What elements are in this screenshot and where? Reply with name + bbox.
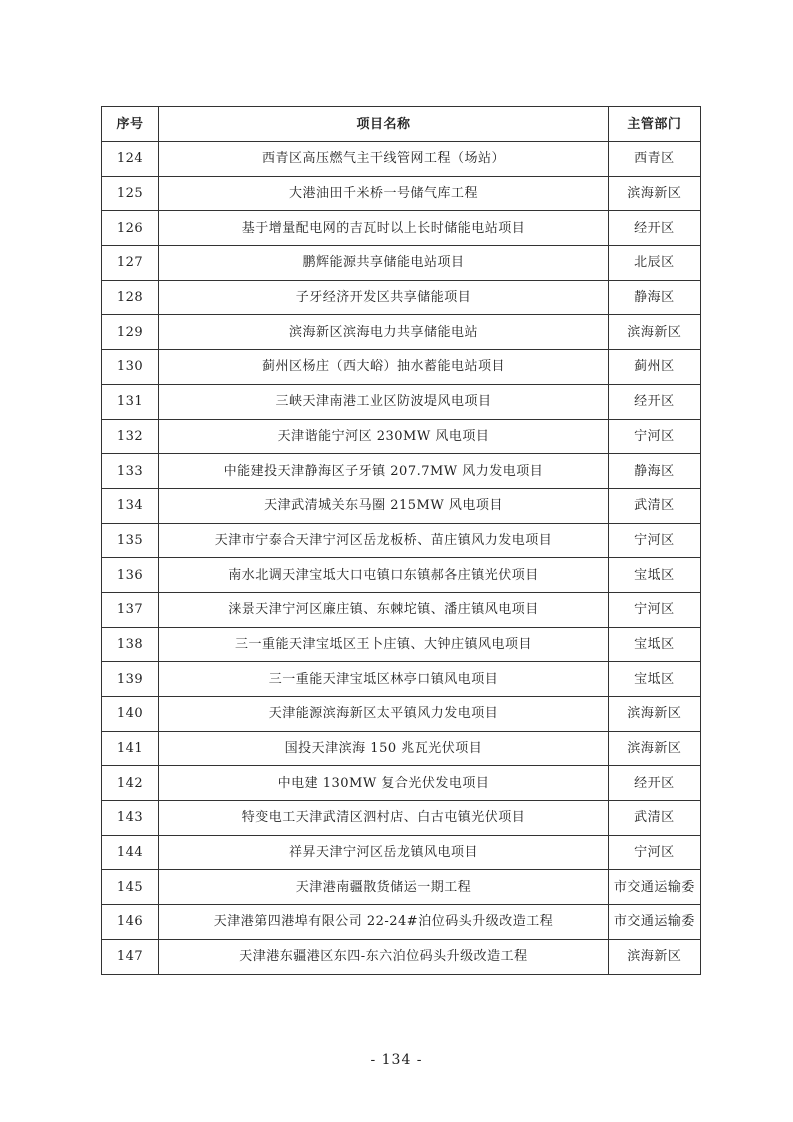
table-row <box>102 384 701 419</box>
row-project-name-cell: 中电建 130MW 复合光伏发电项目 <box>159 766 609 801</box>
page-number: - 134 - <box>370 1052 423 1068</box>
row-project-name-cell: 三一重能天津宝坻区王卜庄镇、大钟庄镇风电项目 <box>159 627 609 662</box>
table-row <box>102 592 701 627</box>
row-project-name-cell: 南水北调天津宝坻大口屯镇口东镇郝各庄镇光伏项目 <box>159 558 609 593</box>
row-department-cell: 宝坻区 <box>608 627 700 662</box>
row-project-name-cell: 鹏辉能源共享储能电站项目 <box>159 246 609 281</box>
row-department-cell: 滨海新区 <box>608 176 700 211</box>
row-department-cell: 宝坻区 <box>608 558 700 593</box>
row-number-cell: 139 <box>102 662 159 697</box>
row-department-cell: 宁河区 <box>608 523 700 558</box>
row-number-cell: 142 <box>102 766 159 801</box>
row-project-name-cell: 蓟州区杨庄（西大峪）抽水蓄能电站项目 <box>159 350 609 385</box>
table-row <box>102 558 701 593</box>
table-row <box>102 211 701 246</box>
row-number-cell: 144 <box>102 835 159 870</box>
table-row <box>102 246 701 281</box>
row-number-cell: 140 <box>102 697 159 732</box>
row-project-name-cell: 基于增量配电网的吉瓦时以上长时储能电站项目 <box>159 211 609 246</box>
table-row <box>102 315 701 350</box>
row-department-cell: 北辰区 <box>608 246 700 281</box>
row-project-name-cell: 中能建投天津静海区子牙镇 207.7MW 风力发电项目 <box>159 454 609 489</box>
table-row <box>102 523 701 558</box>
row-department-cell: 宁河区 <box>608 419 700 454</box>
table-row <box>102 731 701 766</box>
row-project-name-cell: 天津港第四港埠有限公司 22-24#泊位码头升级改造工程 <box>159 905 609 940</box>
row-number-cell: 131 <box>102 384 159 419</box>
table-row <box>102 905 701 940</box>
row-number-cell: 124 <box>102 142 159 177</box>
table-row <box>102 662 701 697</box>
row-project-name-cell: 涞景天津宁河区廉庄镇、东棘坨镇、潘庄镇风电项目 <box>159 592 609 627</box>
row-project-name-cell: 滨海新区滨海电力共享储能电站 <box>159 315 609 350</box>
row-department-cell: 滨海新区 <box>608 731 700 766</box>
row-project-name-cell: 天津武清城关东马圈 215MW 风电项目 <box>159 488 609 523</box>
row-department-cell: 市交通运输委 <box>608 870 700 905</box>
row-project-name-cell: 国投天津滨海 150 兆瓦光伏项目 <box>159 731 609 766</box>
row-project-name-cell: 三一重能天津宝坻区林亭口镇风电项目 <box>159 662 609 697</box>
table-row <box>102 939 701 974</box>
row-number-cell: 146 <box>102 905 159 940</box>
row-department-cell: 滨海新区 <box>608 315 700 350</box>
row-department-cell: 宁河区 <box>608 592 700 627</box>
row-number-cell: 137 <box>102 592 159 627</box>
row-department-cell: 经开区 <box>608 766 700 801</box>
table-row <box>102 870 701 905</box>
row-number-cell: 145 <box>102 870 159 905</box>
row-number-cell: 136 <box>102 558 159 593</box>
row-number-cell: 135 <box>102 523 159 558</box>
table-row <box>102 488 701 523</box>
row-department-cell: 经开区 <box>608 384 700 419</box>
row-project-name-cell: 天津市宁泰合天津宁河区岳龙板桥、苗庄镇风力发电项目 <box>159 523 609 558</box>
table-header-row <box>102 107 701 142</box>
row-project-name-cell: 子牙经济开发区共享储能项目 <box>159 280 609 315</box>
row-number-cell: 143 <box>102 801 159 836</box>
row-project-name-cell: 大港油田千米桥一号储气库工程 <box>159 176 609 211</box>
table-row <box>102 627 701 662</box>
row-number-cell: 147 <box>102 939 159 974</box>
row-project-name-cell: 特变电工天津武清区泗村店、白古屯镇光伏项目 <box>159 801 609 836</box>
header-project-name: 项目名称 <box>159 107 609 142</box>
row-department-cell: 武清区 <box>608 488 700 523</box>
table-row <box>102 350 701 385</box>
row-department-cell: 西青区 <box>608 142 700 177</box>
row-department-cell: 市交通运输委 <box>608 905 700 940</box>
row-number-cell: 126 <box>102 211 159 246</box>
header-number: 序号 <box>102 107 159 142</box>
row-department-cell: 宁河区 <box>608 835 700 870</box>
row-department-cell: 滨海新区 <box>608 697 700 732</box>
row-project-name-cell: 三峡天津南港工业区防波堤风电项目 <box>159 384 609 419</box>
row-department-cell: 经开区 <box>608 211 700 246</box>
table-body <box>102 142 701 975</box>
table-row <box>102 142 701 177</box>
row-number-cell: 127 <box>102 246 159 281</box>
row-number-cell: 128 <box>102 280 159 315</box>
row-number-cell: 132 <box>102 419 159 454</box>
row-department-cell: 宝坻区 <box>608 662 700 697</box>
row-number-cell: 141 <box>102 731 159 766</box>
table-row <box>102 835 701 870</box>
table-row <box>102 454 701 489</box>
table-row <box>102 419 701 454</box>
table-row <box>102 176 701 211</box>
table-row <box>102 697 701 732</box>
row-department-cell: 滨海新区 <box>608 939 700 974</box>
row-number-cell: 130 <box>102 350 159 385</box>
row-project-name-cell: 天津能源滨海新区太平镇风力发电项目 <box>159 697 609 732</box>
row-department-cell: 静海区 <box>608 454 700 489</box>
row-project-name-cell: 天津港南疆散货储运一期工程 <box>159 870 609 905</box>
row-department-cell: 蓟州区 <box>608 350 700 385</box>
row-number-cell: 134 <box>102 488 159 523</box>
table-row <box>102 280 701 315</box>
header-department: 主管部门 <box>608 107 700 142</box>
row-project-name-cell: 西青区高压燃气主干线管网工程（场站） <box>159 142 609 177</box>
row-number-cell: 129 <box>102 315 159 350</box>
project-table <box>101 106 701 975</box>
table-row <box>102 766 701 801</box>
row-project-name-cell: 天津港东疆港区东四-东六泊位码头升级改造工程 <box>159 939 609 974</box>
row-department-cell: 静海区 <box>608 280 700 315</box>
row-number-cell: 125 <box>102 176 159 211</box>
row-department-cell: 武清区 <box>608 801 700 836</box>
row-project-name-cell: 祥昇天津宁河区岳龙镇风电项目 <box>159 835 609 870</box>
row-number-cell: 138 <box>102 627 159 662</box>
row-number-cell: 133 <box>102 454 159 489</box>
row-project-name-cell: 天津谐能宁河区 230MW 风电项目 <box>159 419 609 454</box>
table-row <box>102 801 701 836</box>
